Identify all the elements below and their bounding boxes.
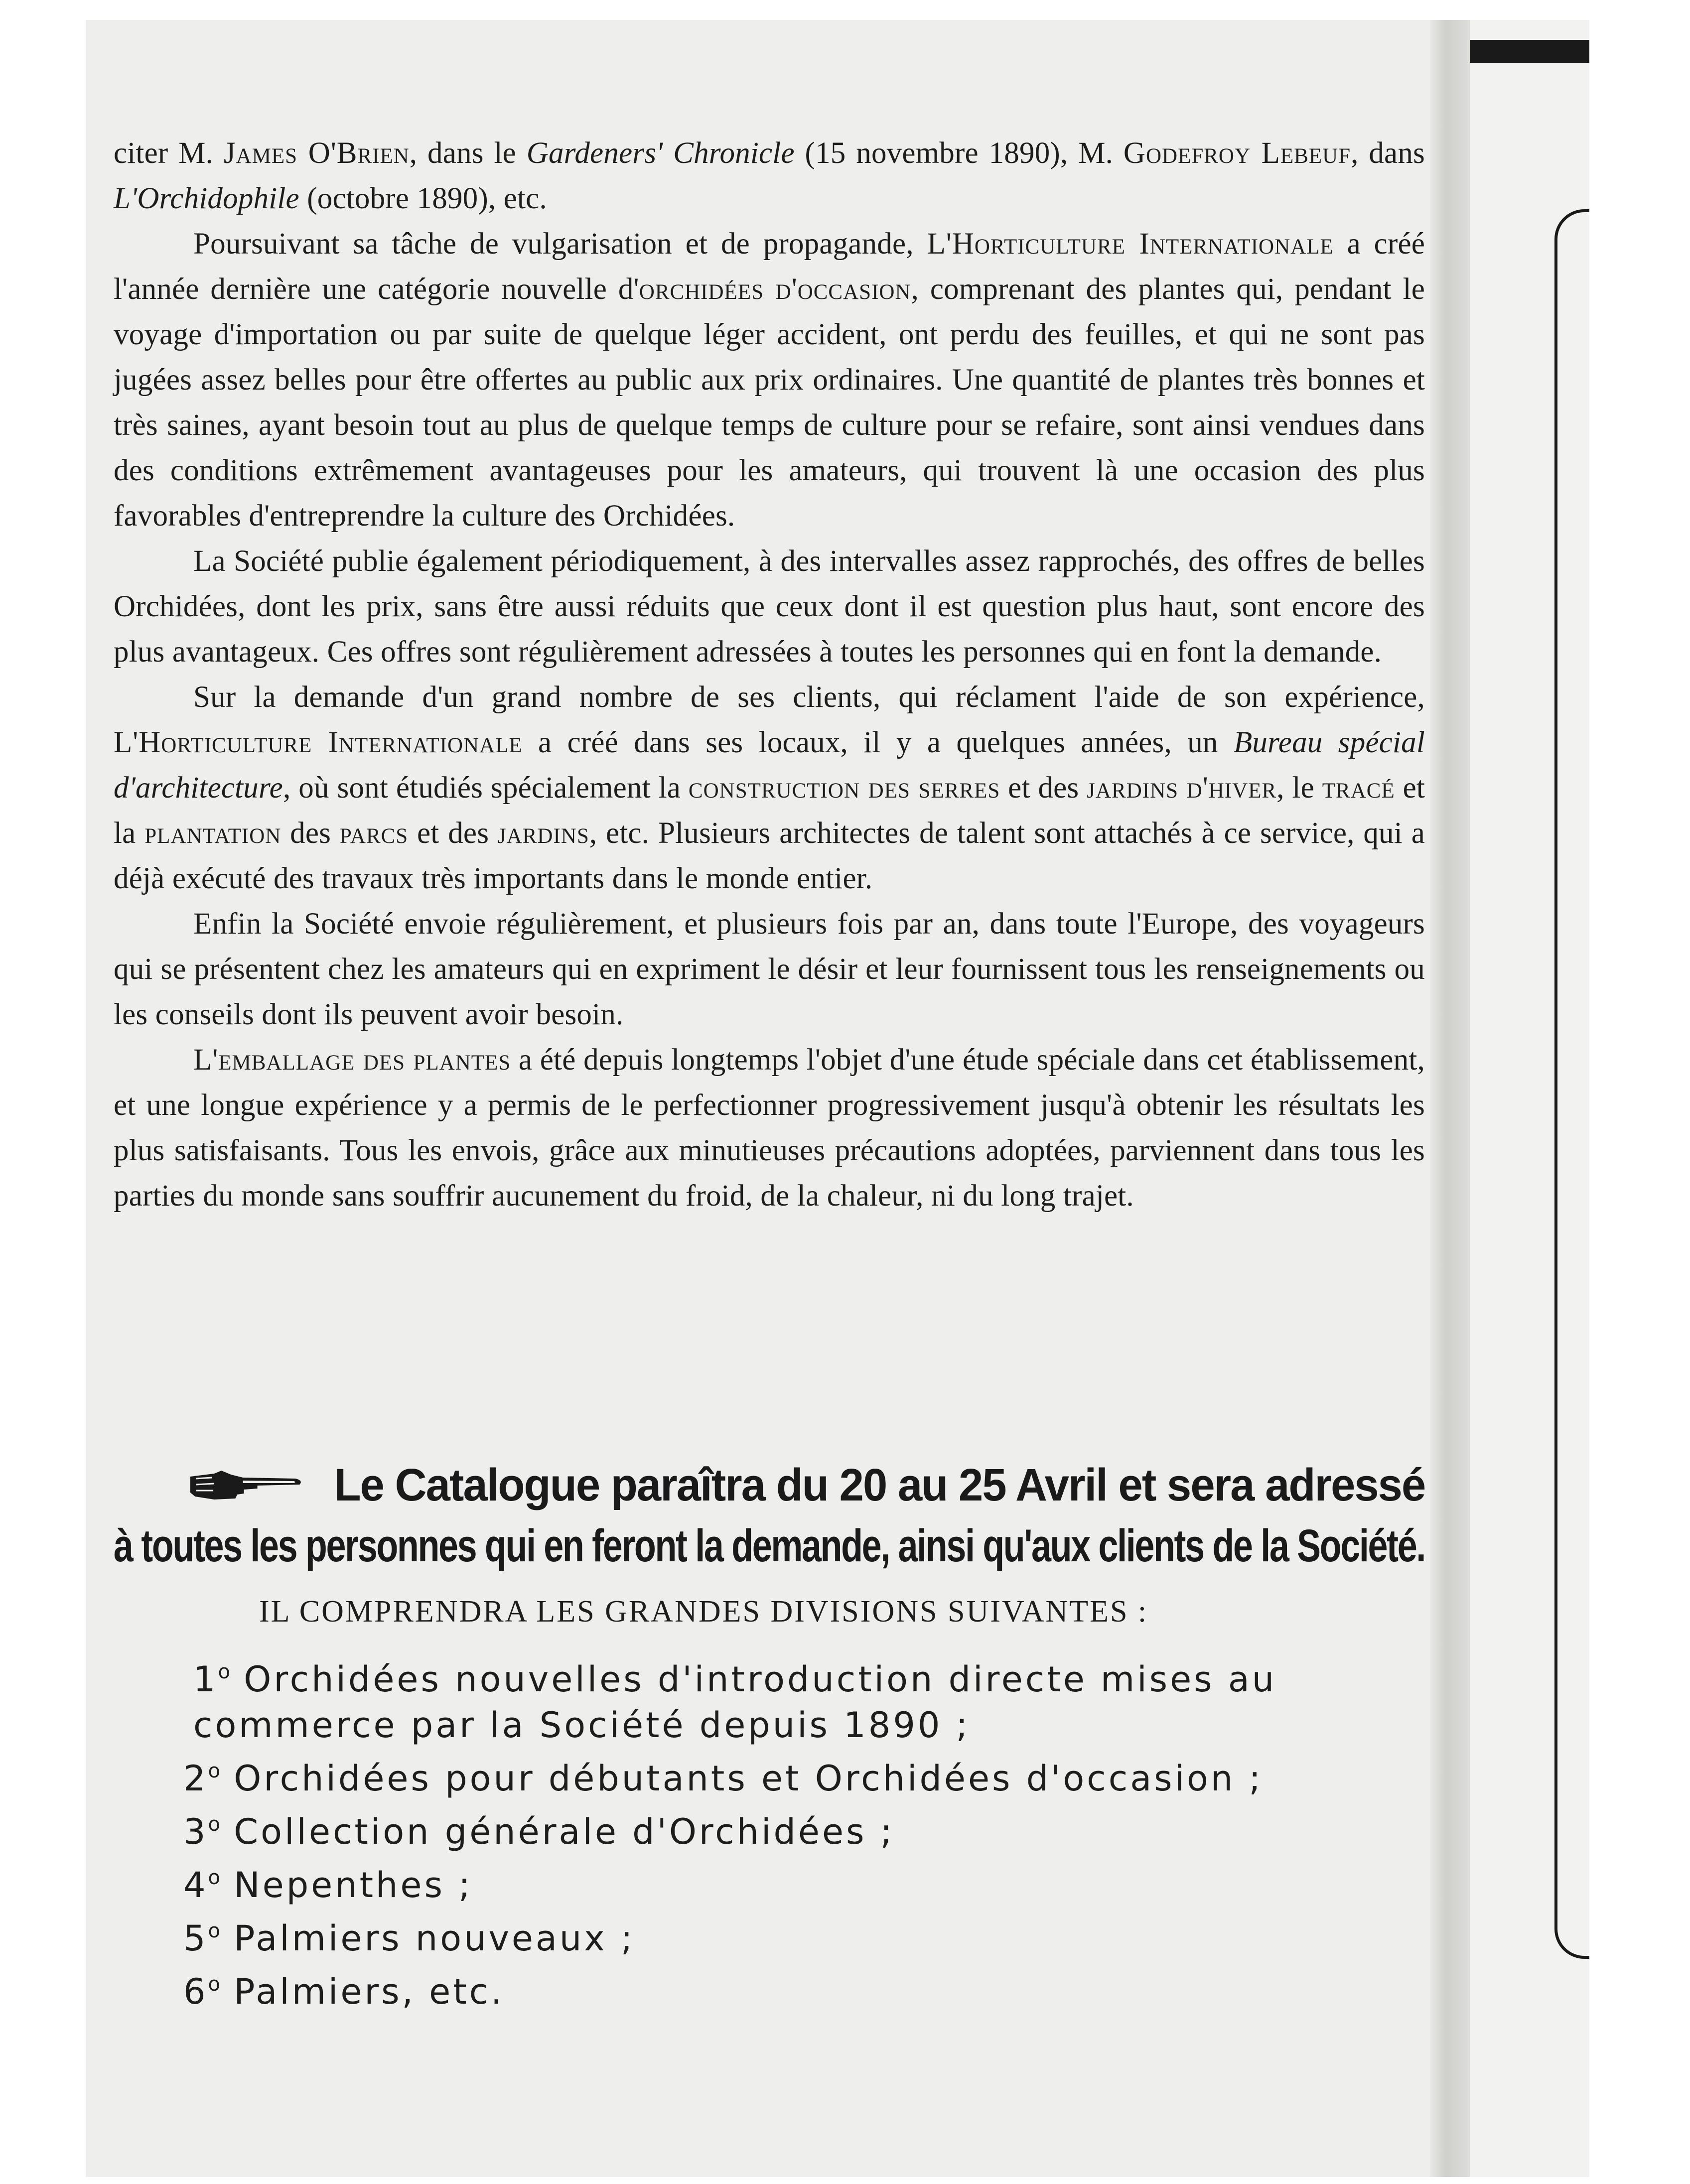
service-term: jardins: [497, 817, 589, 850]
list-item: 1$^o$ Orchidées nouvelles d'introduction directe mises au commerce par la Société depuis 1890 ;: [193, 1659, 1277, 1746]
service-name: Bureau spécial d'architecture: [114, 726, 1425, 805]
service-term: jardins d'hiver: [1087, 771, 1277, 805]
paragraph-architecture: Sur la demande d'un grand nombre de ses clients, qui réclament l'aide de son expérience, L'Horticulture Internationale a créé dans ses locaux, il y a quelques années, un Bureau spécial d'architecture, où sont étudiés spécialement la construction des serres et des jardins d'hiver, le tracé et la plantation des parcs et des jardins, etc. Plusieurs architectes de talent sont attachés à ce service, qui a déjà exécuté des travaux très importants dans le monde entier.: [114, 681, 1425, 895]
company-name: L'Horticulture Internationale: [114, 726, 523, 759]
publication-title: L'Orchidophile: [114, 182, 299, 215]
paragraph-citations: citer M. James O'Brien, dans le Gardeners' Chronicle (15 novembre 1890), M. Godefroy Lebeuf, dans L'Orchidophile (octobre 1890), etc.: [114, 136, 1425, 215]
announcement-line-2: à toutes les personnes qui en feront la demande, ainsi qu'aux clients de la Société.: [114, 1520, 1425, 1571]
list-item: 3$^o$ Collection générale d'Orchidées ;: [183, 1811, 895, 1852]
adjacent-page-edge: [1470, 20, 1589, 2177]
publication-title: Gardeners' Chronicle: [526, 136, 795, 170]
list-item: 4$^o$ Nepenthes ;: [183, 1865, 473, 1906]
book-gutter: [1430, 20, 1470, 2177]
divisions-heading: IL COMPRENDRA LES GRANDES DIVISIONS SUIVANTES :: [259, 1595, 1148, 1629]
list-item: 6$^o$ Palmiers, etc.: [183, 1971, 505, 2012]
company-name: L'Horticulture Internationale: [927, 227, 1334, 261]
service-term: tracé: [1322, 771, 1395, 805]
paragraph-orchidees-occasion: Poursuivant sa tâche de vulgarisation et de propagande, L'Horticulture Internationale a créé l'année dernière une catégorie nouvelle d'orchidées d'occasion, comprenant des plantes qui, pendant le voyage d'importation ou par suite de quelque léger accident, ont perdu des feuilles, et qui ne sont pas jugées assez belles pour être offertes au public aux prix ordinaires. Une quantité de plantes très bonnes et très saines, ayant besoin tout au plus de quelque temps de culture pour se refaire, sont ainsi vendues dans des conditions extrêmement avantageuses pour les amateurs, qui trouvent là une occasion des plus favorables d'entreprendre la culture des Orchidées.: [114, 227, 1425, 533]
adjacent-page-frame: [1554, 209, 1589, 1959]
adjacent-page-rule: [1470, 40, 1589, 63]
divisions-list: [114, 1649, 1429, 2015]
catalogue-announcement: [114, 1455, 1425, 1576]
paragraph-emballage: L'emballage des plantes a été depuis longtemps l'objet d'une étude spéciale dans cet établissement, et une longue expérience y a permis de le perfectionner progressivement jusqu'à obtenir les résultats les plus satisfaisants. Tous les envois, grâce aux minutieuses précautions adoptées, parviennent dans tous les parties du monde sans souffrir aucunement du froid, de la chaleur, ni du long trajet.: [114, 1043, 1425, 1213]
list-item: 2$^o$ Orchidées pour débutants et Orchidées d'occasion ;: [183, 1758, 1264, 1799]
paragraph-offres: La Société publie également périodiquement, à des intervalles assez rapprochés, des offres de belles Orchidées, dont les prix, sans être aussi réduits que ceux dont il est question plus haut, sont encore des plus avantageux. Ces offres sont régulièrement adressées à toutes les personnes qui en font la demande.: [114, 545, 1425, 669]
service-term: parcs: [339, 817, 409, 850]
page-body: [114, 131, 1425, 1219]
pointing-hand-icon: [185, 1468, 305, 1502]
service-term: plantation: [144, 817, 282, 850]
topic-term: L'emballage des plantes: [193, 1043, 511, 1077]
category-name: orchidées d'occasion: [639, 273, 911, 306]
announcement-line-1: Le Catalogue paraîtra du 20 au 25 Avril et sera adressé: [114, 1455, 1375, 1515]
author-name: Godefroy Lebeuf: [1123, 136, 1351, 170]
list-item: 5$^o$ Palmiers nouveaux ;: [183, 1918, 635, 1959]
paragraph-voyageurs: Enfin la Société envoie régulièrement, et plusieurs fois par an, dans toute l'Europe, des voyageurs qui se présentent chez les amateurs qui en expriment le désir et leur fournissent tous les renseignements ou les conseils dont ils peuvent avoir besoin.: [114, 907, 1425, 1031]
author-name: James O'Brien: [223, 136, 410, 170]
service-term: construction des serres: [688, 771, 1000, 805]
